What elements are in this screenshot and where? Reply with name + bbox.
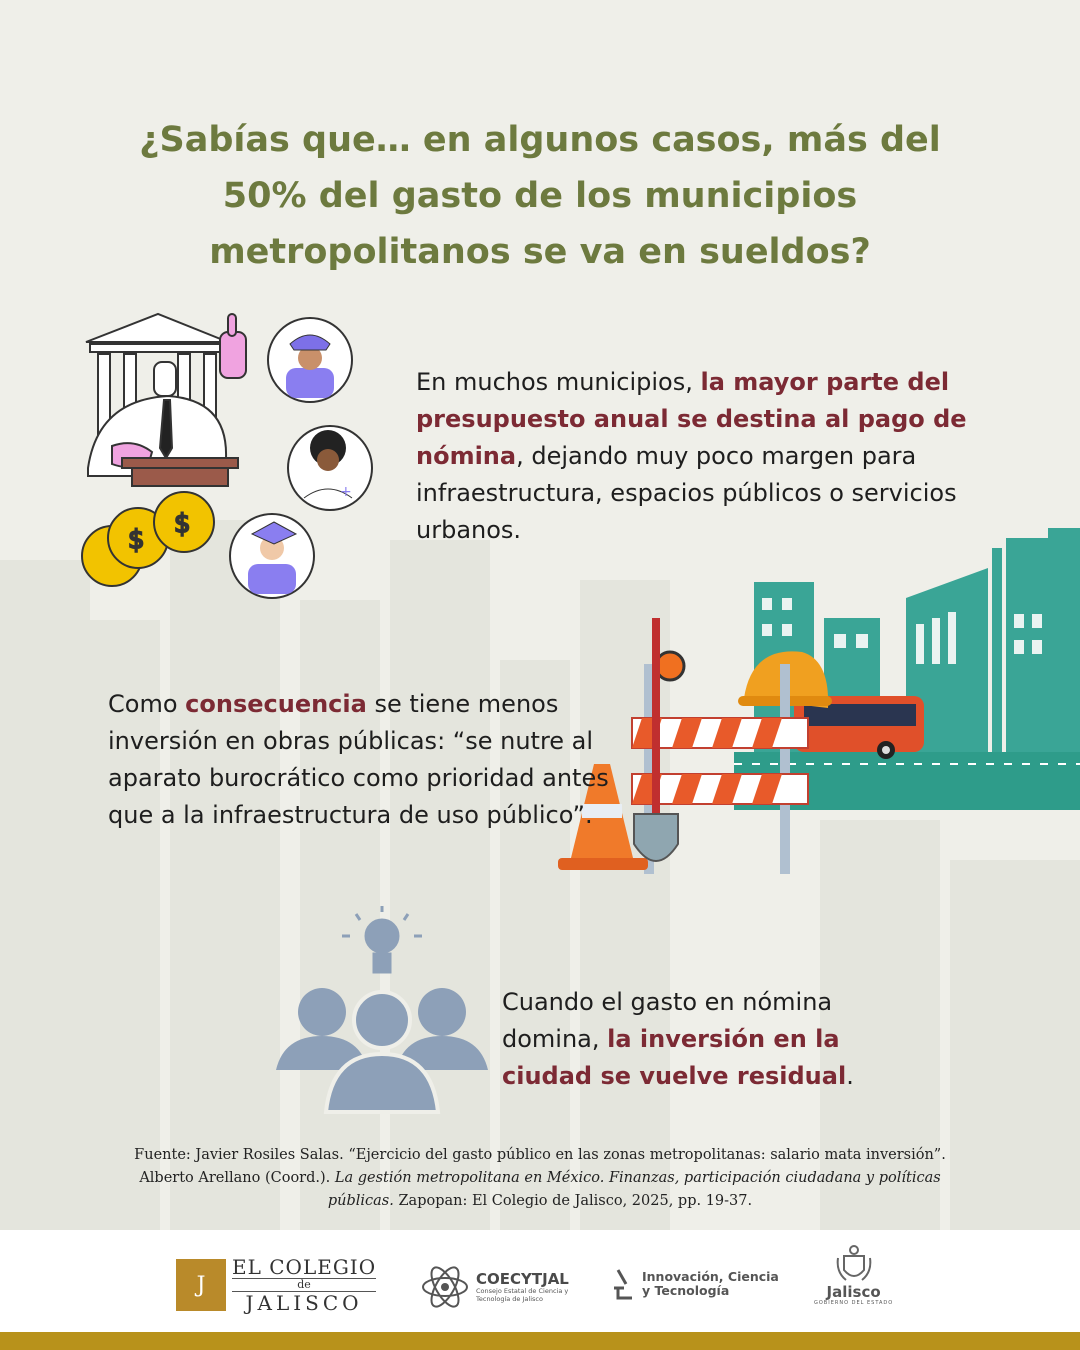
microscope-icon	[610, 1266, 636, 1302]
coecytjal-logo	[420, 1262, 586, 1312]
paragraph-consequence	[108, 686, 628, 834]
source-book-title: La gestión metropolitana en México. Finanzas, participación ciudadana y políticas públicas.	[327, 1170, 941, 1209]
colegio-line1: EL COLEGIO	[232, 1255, 377, 1279]
colegio-de-jalisco-logo	[176, 1256, 376, 1314]
paragraph-consequence-post: se tiene menos inversión en obras públicas: “se nutre al aparato burocrático como prioridad antes que a la infraestructura de uso público”.	[108, 690, 609, 829]
jalisco-subtitle: GOBIERNO DEL ESTADO	[814, 1300, 894, 1306]
paragraph-residual	[502, 984, 902, 1095]
svg-text:$: $	[128, 525, 145, 555]
innovacion-line2: y Tecnología	[642, 1283, 730, 1298]
svg-text:$: $	[174, 509, 191, 539]
paragraph-consequence-highlight: consecuencia	[185, 690, 367, 718]
coecytjal-subtitle: Consejo Estatal de Ciencia y Tecnología de Jalisco	[476, 1287, 569, 1303]
paragraph-payroll	[416, 364, 976, 549]
paragraph-residual-post: .	[846, 1062, 854, 1090]
jalisco-government-logo	[814, 1244, 893, 1306]
colegio-line2: de	[297, 1278, 311, 1291]
innovacion-logo	[610, 1266, 779, 1302]
lightbulb-icon	[342, 906, 422, 972]
doctor-avatar-icon	[288, 426, 372, 510]
source-publisher: Zapopan: El Colegio de Jalisco, 2025, pp. 19-37.	[393, 1193, 753, 1209]
source-editor: Alberto Arellano (Coord.).	[139, 1170, 335, 1186]
colegio-mark-icon: J	[176, 1259, 226, 1311]
payroll-illustration	[78, 308, 378, 608]
colegio-line3: JALISCO	[232, 1291, 376, 1314]
paragraph-payroll-pre: En muchos municipios,	[416, 368, 701, 396]
paragraph-residual-highlight: la inversión en la ciudad se vuelve residual	[502, 1025, 847, 1090]
paragraph-payroll-highlight: la mayor parte del presupuesto anual se destina al pago de nómina	[416, 368, 967, 470]
coins-icon	[82, 492, 214, 586]
source-citation	[120, 1144, 960, 1213]
jalisco-name: Jalisco	[826, 1283, 881, 1301]
paragraph-residual-pre: Cuando el gasto en nómina domina,	[502, 988, 833, 1053]
paragraph-payroll-post: , dejando muy poco margen para infraestructura, espacios públicos o servicios urbanos.	[416, 442, 957, 544]
graduate-avatar-icon	[230, 514, 314, 598]
headline: ¿Sabías que… en algunos casos, más del 50% del gasto de los municipios metropolitanos se va en sueldos?	[139, 120, 941, 272]
coat-of-arms-icon	[834, 1244, 874, 1284]
source-line1: Fuente: Javier Rosiles Salas. “Ejercicio del gasto público en las zonas metropolitanas: salario mata inversión”.	[134, 1147, 946, 1163]
source-line2	[120, 1167, 960, 1213]
police-avatar-icon	[268, 318, 352, 402]
coecytjal-name: COECYTJAL	[476, 1270, 569, 1288]
innovacion-line1: Innovación, Ciencia	[642, 1269, 779, 1284]
footer-accent-bar	[0, 1332, 1080, 1350]
people-group-icon	[276, 988, 488, 1112]
atom-icon	[420, 1262, 470, 1312]
people-idea-illustration	[272, 900, 492, 1120]
paragraph-consequence-pre: Como	[108, 690, 186, 718]
svg-text:+: +	[340, 484, 352, 500]
